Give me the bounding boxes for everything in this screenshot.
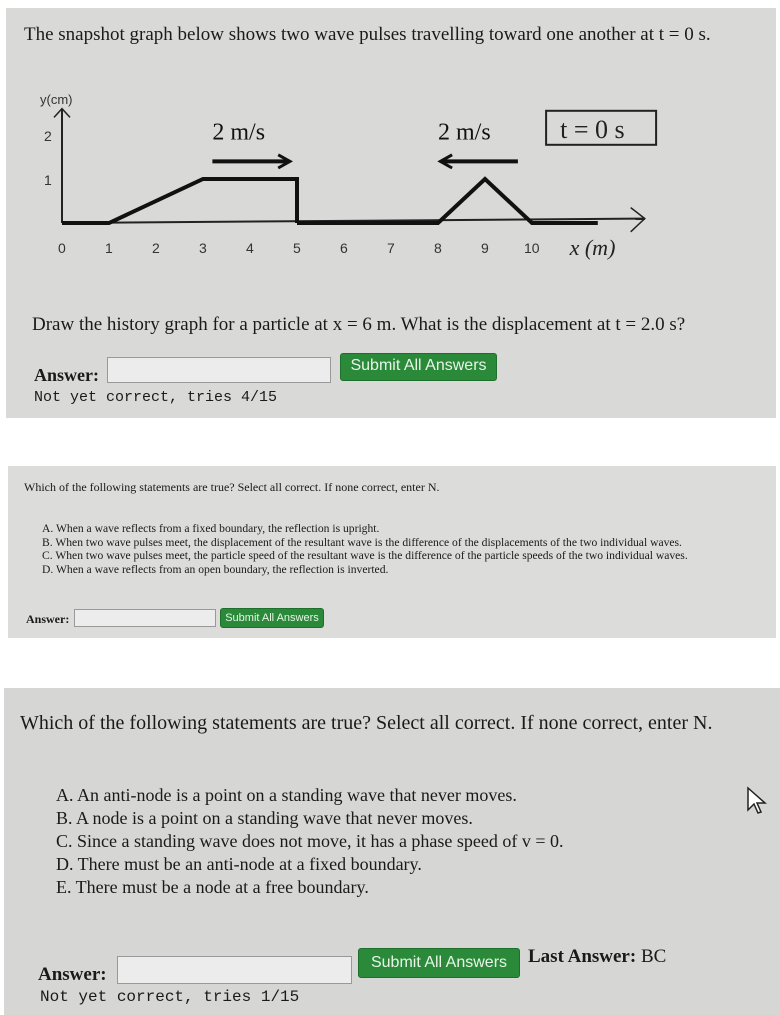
answer-label: Answer: [34, 365, 99, 385]
last-answer [528, 946, 666, 968]
x-tick-label: 7 [387, 240, 395, 256]
y-tick-label: 1 [44, 172, 52, 188]
right-pulse [297, 179, 598, 223]
x-tick-label: 8 [434, 240, 442, 256]
y-axis-label: y(cm) [40, 92, 73, 108]
question-3-options [56, 784, 564, 899]
option-b: B. A node is a point on a standing wave that never moves. [56, 808, 473, 828]
option-a: A. An anti-node is a point on a standing wave that never moves. [56, 785, 517, 805]
submit-all-answers-button[interactable]: Submit All Answers [358, 948, 520, 978]
question-1-text: Draw the history graph for a particle at x = 6 m. What is the displacement at t = 2.0 s? [32, 314, 686, 335]
submit-all-answers-button[interactable]: Submit All Answers [340, 353, 497, 381]
x-axis-arrow-icon [631, 208, 645, 232]
answer-input[interactable] [107, 357, 331, 383]
x-axis-label: x (m) [569, 235, 616, 260]
question-3-panel [4, 688, 780, 1015]
x-tick-label: 2 [152, 240, 160, 256]
option-d: D. When a wave reflects from an open boundary, the reflection is inverted. [42, 562, 389, 576]
question-3-prompt: Which of the following statements are true? Select all correct. If none correct, enter N. [20, 712, 713, 734]
y-tick-label: 2 [44, 128, 52, 144]
x-tick-label: 4 [246, 240, 254, 256]
left-pulse-speed: 2 m/s [212, 119, 266, 146]
question-1-panel [6, 8, 776, 418]
submit-all-answers-button[interactable]: Submit All Answers [220, 608, 324, 628]
x-tick-label: 9 [481, 240, 489, 256]
option-c: C. When two wave pulses meet, the particle speed of the resultant wave is the difference of the particle speeds of the two individual waves. [42, 549, 688, 562]
question-2-options [42, 522, 688, 576]
status-text: Not yet correct, tries 1/15 [40, 988, 300, 1006]
question-1-prompt: The snapshot graph below shows two wave pulses travelling toward one another at t = 0 s. [24, 24, 711, 45]
answer-label: Answer: [26, 612, 70, 626]
right-pulse-speed: 2 m/s [438, 119, 491, 146]
answer-label: Answer: [38, 964, 107, 985]
x-tick-label: 1 [105, 240, 113, 256]
option-e: E. There must be a node at a free boundary. [56, 877, 369, 897]
question-2-prompt: Which of the following statements are true? Select all correct. If none correct, enter N. [24, 480, 440, 494]
status-text: Not yet correct, tries 4/15 [34, 389, 278, 406]
snapshot-graph [6, 83, 666, 283]
x-tick-label: 5 [293, 240, 301, 256]
last-answer-value: BC [640, 946, 667, 967]
last-answer-label: Last Answer: [528, 946, 637, 967]
answer-input[interactable] [117, 956, 352, 984]
x-tick-label: 0 [58, 240, 66, 256]
option-c: C. Since a standing wave does not move, it has a phase speed of v = 0. [56, 831, 564, 851]
question-2-panel [8, 466, 776, 638]
mouse-cursor-icon [744, 786, 768, 816]
option-d: D. There must be an anti-node at a fixed boundary. [56, 854, 422, 874]
time-box-label: t = 0 s [560, 114, 625, 144]
x-tick-label: 3 [199, 240, 207, 256]
option-b: B. When two wave pulses meet, the displacement of the resultant wave is the difference of the displacements of the two individual waves. [42, 535, 682, 549]
x-tick-label: 10 [524, 240, 540, 256]
answer-input[interactable] [74, 609, 216, 627]
option-a: A. When a wave reflects from a fixed boundary, the reflection is upright. [42, 522, 380, 535]
left-pulse [62, 179, 297, 223]
x-tick-label: 6 [340, 240, 348, 256]
